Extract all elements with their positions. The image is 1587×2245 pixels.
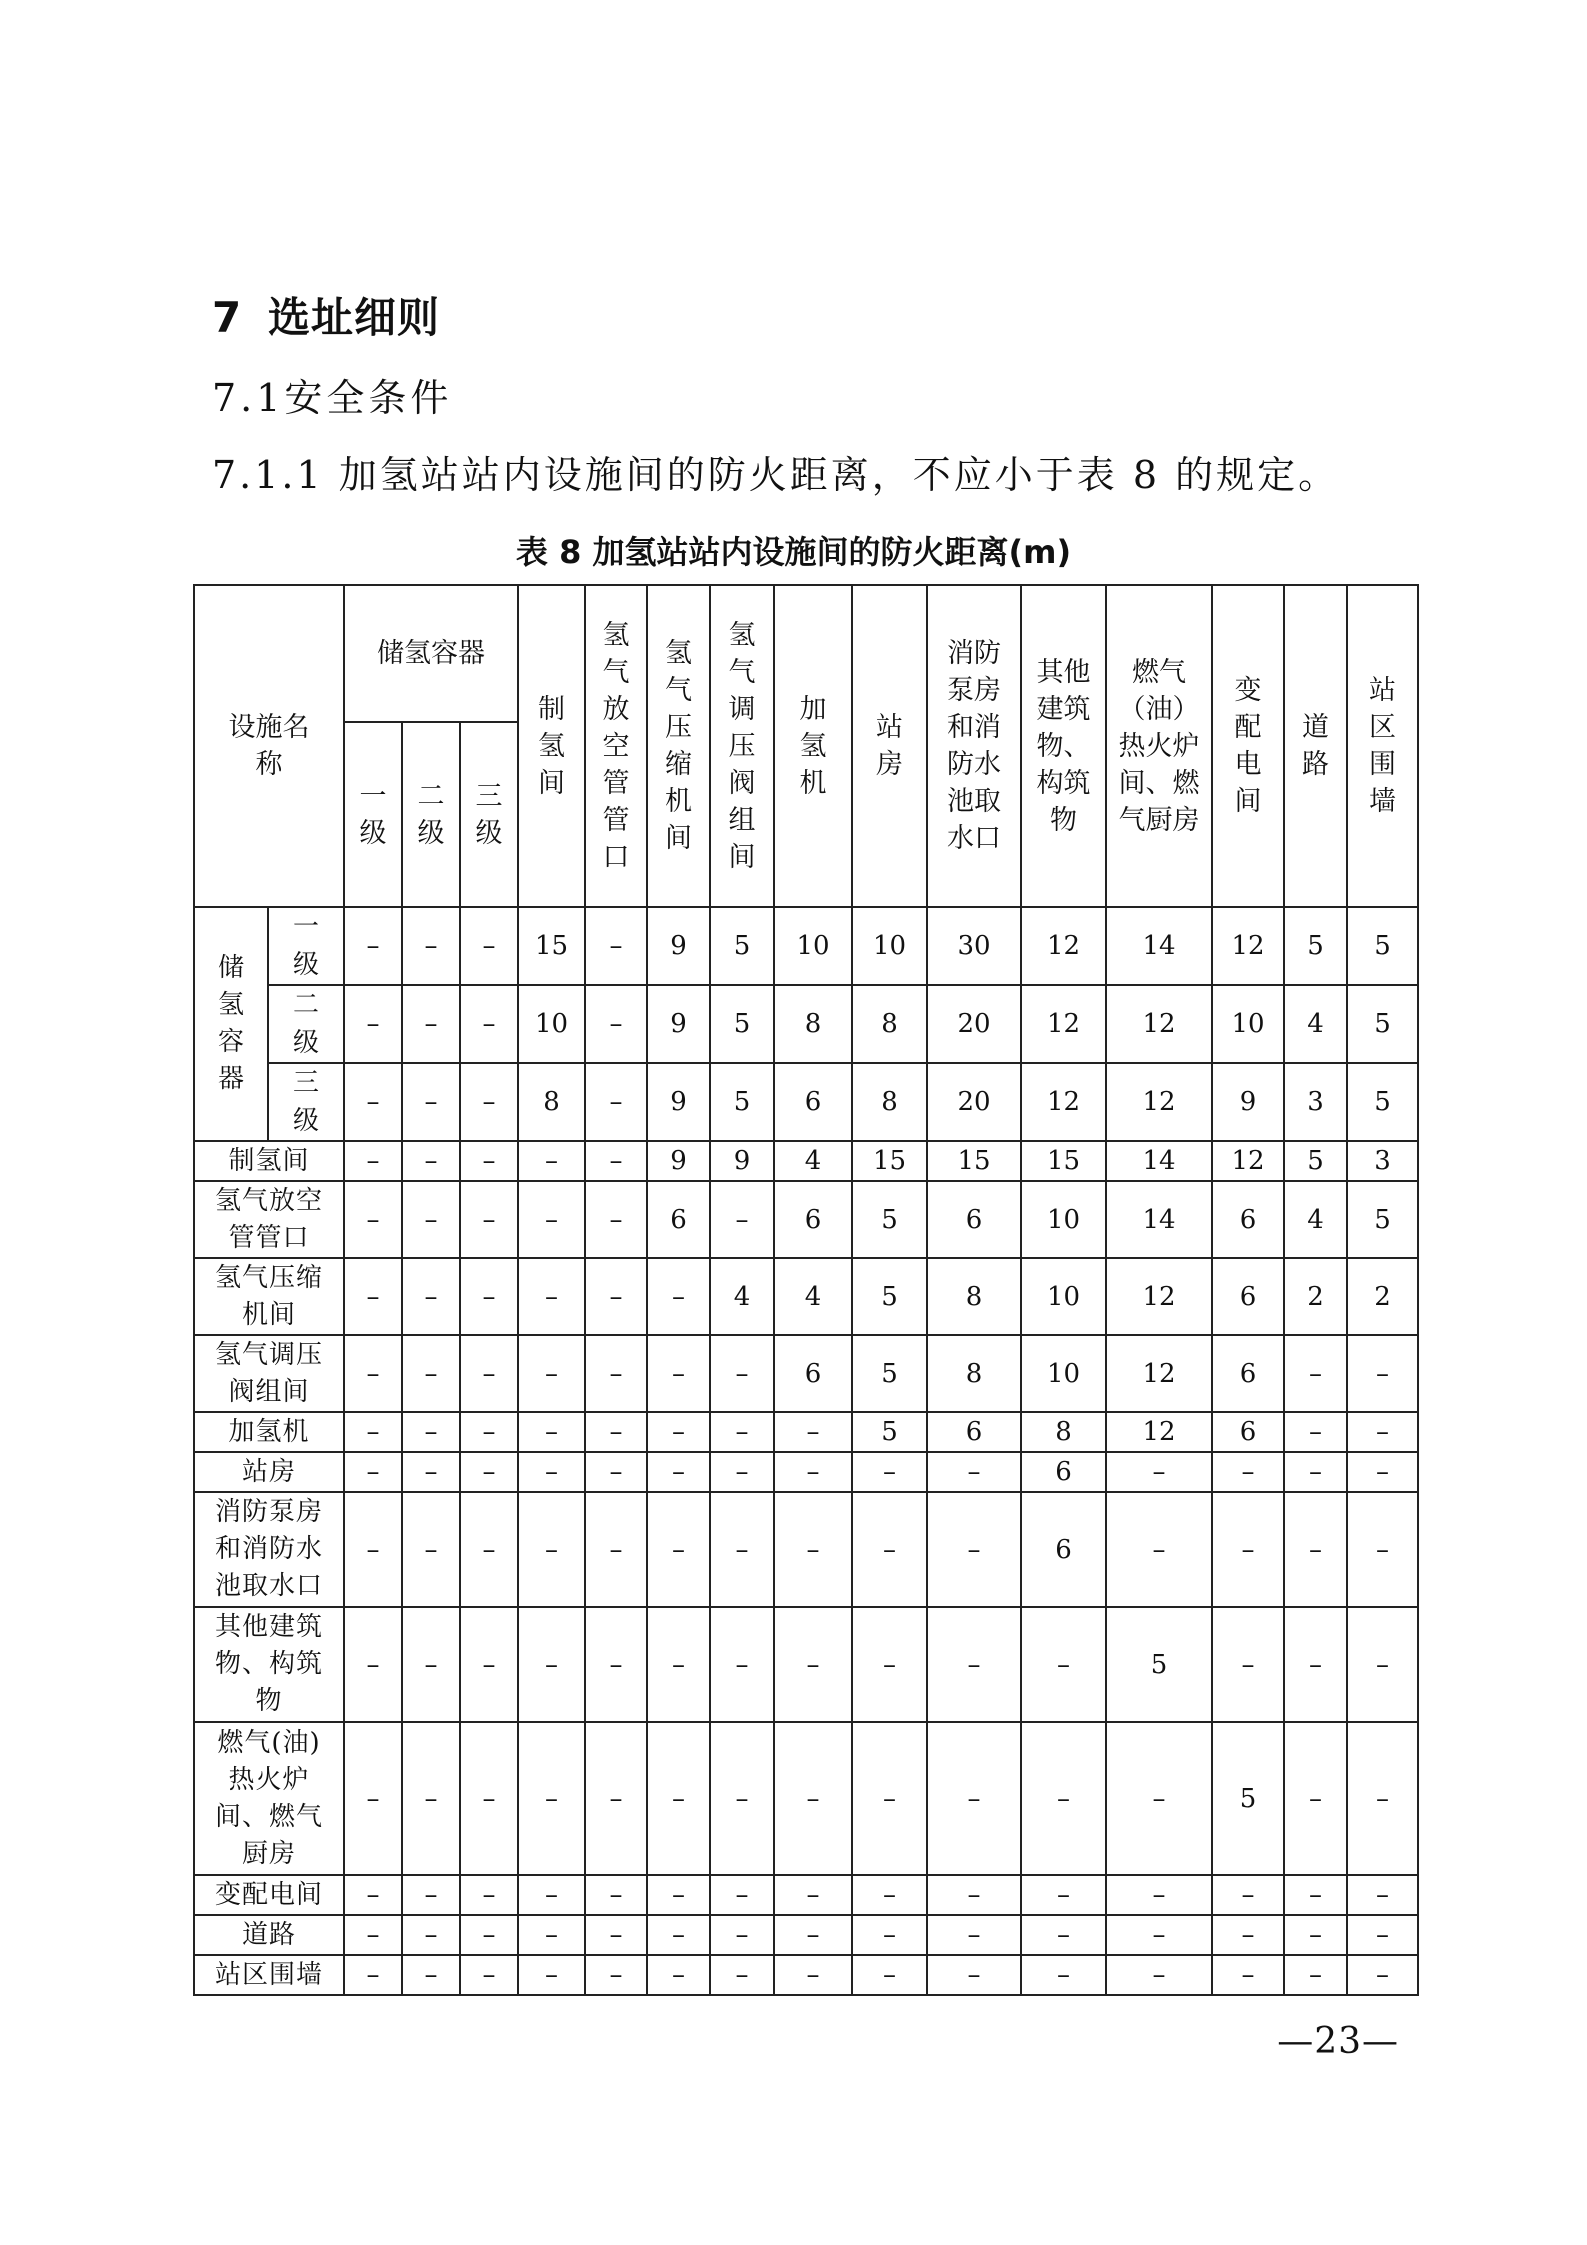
row-label: 氢气调压阀组间 bbox=[194, 1335, 344, 1412]
table-cell: – bbox=[585, 1181, 647, 1258]
table-cell: – bbox=[1021, 1607, 1106, 1722]
header-col: 燃气（油）热火炉间、燃气厨房 bbox=[1106, 585, 1212, 907]
table-cell: 9 bbox=[647, 1063, 710, 1141]
table-cell: – bbox=[344, 1452, 402, 1492]
table-cell: – bbox=[774, 1412, 852, 1452]
table-cell: – bbox=[647, 1875, 710, 1915]
table-cell: – bbox=[1021, 1722, 1106, 1875]
table-cell: – bbox=[647, 1915, 710, 1955]
table-cell: 8 bbox=[852, 985, 927, 1063]
table-cell: – bbox=[1284, 1875, 1347, 1915]
table-cell: 5 bbox=[1347, 1181, 1418, 1258]
table-cell: – bbox=[1212, 1875, 1284, 1915]
table-cell: – bbox=[402, 1258, 460, 1335]
table-cell: – bbox=[927, 1452, 1021, 1492]
table-cell: – bbox=[460, 1722, 518, 1875]
table-cell: – bbox=[344, 1875, 402, 1915]
header-col: 变配电间 bbox=[1212, 585, 1284, 907]
header-col: 消防泵房和消防水池取水口 bbox=[927, 585, 1021, 907]
table-cell: – bbox=[518, 1875, 585, 1915]
table-cell: 5 bbox=[852, 1181, 927, 1258]
header-col: 其他建筑物、构筑物 bbox=[1021, 585, 1106, 907]
table-cell: 2 bbox=[1347, 1258, 1418, 1335]
table-cell: 4 bbox=[774, 1141, 852, 1181]
table-cell: – bbox=[1284, 1335, 1347, 1412]
table-cell: – bbox=[1284, 1452, 1347, 1492]
table-cell: – bbox=[460, 985, 518, 1063]
table-cell: 6 bbox=[774, 1335, 852, 1412]
table-cell: – bbox=[344, 1722, 402, 1875]
table-cell: – bbox=[927, 1955, 1021, 1995]
table-cell: 5 bbox=[852, 1258, 927, 1335]
table-cell: – bbox=[344, 1335, 402, 1412]
table-cell: 15 bbox=[518, 907, 585, 985]
table-cell: 5 bbox=[852, 1335, 927, 1412]
header-corner: 设施名称 bbox=[194, 585, 344, 907]
table-cell: – bbox=[774, 1492, 852, 1607]
table-cell: – bbox=[460, 1875, 518, 1915]
table-cell: 10 bbox=[1021, 1258, 1106, 1335]
table-cell: 5 bbox=[1284, 1141, 1347, 1181]
table-cell: – bbox=[460, 1955, 518, 1995]
table-cell: – bbox=[774, 1915, 852, 1955]
section-title: 选址细则 bbox=[268, 293, 441, 342]
table-cell: 12 bbox=[1212, 907, 1284, 985]
table-cell: 5 bbox=[852, 1412, 927, 1452]
table-cell: – bbox=[344, 1141, 402, 1181]
table-cell: – bbox=[585, 985, 647, 1063]
table-cell: – bbox=[927, 1607, 1021, 1722]
table-cell: – bbox=[402, 1955, 460, 1995]
table-cell: – bbox=[460, 1492, 518, 1607]
subsection-heading: 7.1安全条件 bbox=[212, 376, 453, 420]
table-cell: 6 bbox=[1212, 1181, 1284, 1258]
table-cell: 10 bbox=[774, 907, 852, 985]
table-cell: – bbox=[460, 1452, 518, 1492]
table-cell: – bbox=[460, 1607, 518, 1722]
table-cell: – bbox=[344, 985, 402, 1063]
table-cell: – bbox=[585, 1141, 647, 1181]
table-caption: 表 8 加氢站站内设施间的防火距离(m) bbox=[515, 533, 1072, 571]
table-cell: – bbox=[1106, 1875, 1212, 1915]
clause-paragraph: 7.1.1 加氢站站内设施间的防火距离，不应小于表 8 的规定。 bbox=[212, 453, 1340, 497]
table-cell: 2 bbox=[1284, 1258, 1347, 1335]
table-cell: – bbox=[710, 1492, 774, 1607]
row-label: 氢气放空管管口 bbox=[194, 1181, 344, 1258]
table-cell: – bbox=[1284, 1722, 1347, 1875]
table-cell: – bbox=[402, 1141, 460, 1181]
table-cell: – bbox=[402, 1607, 460, 1722]
table-cell: – bbox=[460, 1181, 518, 1258]
table-cell: 5 bbox=[1284, 907, 1347, 985]
table-cell: – bbox=[710, 1412, 774, 1452]
table-cell: – bbox=[402, 1722, 460, 1875]
table-cell: – bbox=[344, 1607, 402, 1722]
table-cell: – bbox=[774, 1452, 852, 1492]
table-cell: – bbox=[402, 985, 460, 1063]
table-cell: – bbox=[852, 1875, 927, 1915]
table-cell: 5 bbox=[710, 907, 774, 985]
header-col: 制氢间 bbox=[518, 585, 585, 907]
table-cell: 4 bbox=[710, 1258, 774, 1335]
table-cell: – bbox=[402, 1875, 460, 1915]
table-cell: – bbox=[1212, 1915, 1284, 1955]
table-cell: – bbox=[402, 1915, 460, 1955]
table-cell: – bbox=[402, 1335, 460, 1412]
header-sub: 三级 bbox=[460, 722, 518, 907]
header-col: 站区围墙 bbox=[1347, 585, 1418, 907]
table-cell: 6 bbox=[1021, 1492, 1106, 1607]
table-cell: – bbox=[647, 1607, 710, 1722]
table-cell: – bbox=[402, 1063, 460, 1141]
fire-distance-table bbox=[193, 584, 1419, 1996]
table-cell: 6 bbox=[1212, 1258, 1284, 1335]
table-cell: – bbox=[1021, 1915, 1106, 1955]
table-cell: 5 bbox=[1106, 1607, 1212, 1722]
table-cell: – bbox=[402, 1412, 460, 1452]
table-cell: – bbox=[585, 1258, 647, 1335]
table-cell: 9 bbox=[1212, 1063, 1284, 1141]
table-cell: – bbox=[518, 1335, 585, 1412]
table-cell: – bbox=[460, 1335, 518, 1412]
table-cell: 12 bbox=[1106, 985, 1212, 1063]
row-group-storage: 储氢容器 bbox=[194, 907, 268, 1141]
table-cell: – bbox=[344, 1258, 402, 1335]
table-cell: 8 bbox=[518, 1063, 585, 1141]
table-cell: – bbox=[344, 1492, 402, 1607]
table-cell: – bbox=[585, 1607, 647, 1722]
table-cell: 8 bbox=[774, 985, 852, 1063]
row-label: 变配电间 bbox=[194, 1875, 344, 1915]
table-cell: – bbox=[585, 1412, 647, 1452]
table-cell: – bbox=[518, 1492, 585, 1607]
table-cell: – bbox=[585, 1955, 647, 1995]
table-cell: 12 bbox=[1106, 1412, 1212, 1452]
table-cell: – bbox=[647, 1412, 710, 1452]
header-sub: 二级 bbox=[402, 722, 460, 907]
table-cell: 14 bbox=[1106, 1181, 1212, 1258]
row-label: 道路 bbox=[194, 1915, 344, 1955]
table-cell: – bbox=[1212, 1955, 1284, 1995]
table-cell: – bbox=[1347, 1607, 1418, 1722]
table-cell: 6 bbox=[927, 1181, 1021, 1258]
table-cell: – bbox=[927, 1722, 1021, 1875]
section-heading bbox=[212, 290, 440, 346]
table-cell: 8 bbox=[927, 1335, 1021, 1412]
table-cell: – bbox=[647, 1335, 710, 1412]
table-cell: 12 bbox=[1021, 1063, 1106, 1141]
table-cell: – bbox=[710, 1875, 774, 1915]
table-cell: – bbox=[460, 1412, 518, 1452]
table-cell: – bbox=[460, 1141, 518, 1181]
table-cell: 6 bbox=[647, 1181, 710, 1258]
row-label: 加氢机 bbox=[194, 1412, 344, 1452]
table-cell: 10 bbox=[1212, 985, 1284, 1063]
table-cell: 20 bbox=[927, 1063, 1021, 1141]
table-cell: 5 bbox=[1347, 1063, 1418, 1141]
table-cell: – bbox=[852, 1955, 927, 1995]
table-cell: 10 bbox=[518, 985, 585, 1063]
table-cell: – bbox=[460, 1915, 518, 1955]
table-cell: – bbox=[1106, 1452, 1212, 1492]
row-label: 站房 bbox=[194, 1452, 344, 1492]
table-cell: – bbox=[518, 1607, 585, 1722]
table-cell: 6 bbox=[927, 1412, 1021, 1452]
table-cell: – bbox=[1212, 1452, 1284, 1492]
table-cell: – bbox=[1284, 1412, 1347, 1452]
table-cell: 6 bbox=[774, 1181, 852, 1258]
header-col: 氢气调压阀组间 bbox=[710, 585, 774, 907]
table-cell: – bbox=[1212, 1492, 1284, 1607]
table-cell: 4 bbox=[1284, 1181, 1347, 1258]
table-cell: 9 bbox=[647, 1141, 710, 1181]
table-cell: 4 bbox=[1284, 985, 1347, 1063]
table-cell: – bbox=[585, 1335, 647, 1412]
table-cell: 15 bbox=[927, 1141, 1021, 1181]
table-cell: – bbox=[1347, 1915, 1418, 1955]
table-cell: – bbox=[852, 1607, 927, 1722]
table-cell: 5 bbox=[1212, 1722, 1284, 1875]
row-label: 消防泵房和消防水池取水口 bbox=[194, 1492, 344, 1607]
table-cell: 9 bbox=[647, 985, 710, 1063]
table-cell: 9 bbox=[710, 1141, 774, 1181]
table-cell: – bbox=[518, 1452, 585, 1492]
table-cell: – bbox=[1347, 1875, 1418, 1915]
table-cell: – bbox=[344, 1181, 402, 1258]
table-cell: 20 bbox=[927, 985, 1021, 1063]
table-cell: 12 bbox=[1021, 985, 1106, 1063]
table-cell: – bbox=[402, 1181, 460, 1258]
table-cell: 3 bbox=[1347, 1141, 1418, 1181]
table-cell: – bbox=[1347, 1335, 1418, 1412]
table-cell: – bbox=[344, 1915, 402, 1955]
row-label: 站区围墙 bbox=[194, 1955, 344, 1995]
table-cell: – bbox=[852, 1915, 927, 1955]
row-label: 氢气压缩机间 bbox=[194, 1258, 344, 1335]
table-cell: – bbox=[1284, 1492, 1347, 1607]
table-cell: 8 bbox=[852, 1063, 927, 1141]
table-cell: – bbox=[344, 1063, 402, 1141]
table-cell: – bbox=[460, 1258, 518, 1335]
table-cell: 12 bbox=[1106, 1335, 1212, 1412]
row-label: 二级 bbox=[268, 985, 344, 1063]
table-cell: 8 bbox=[1021, 1412, 1106, 1452]
table-cell: 3 bbox=[1284, 1063, 1347, 1141]
table-cell: 30 bbox=[927, 907, 1021, 985]
table-cell: 6 bbox=[1212, 1335, 1284, 1412]
table-cell: – bbox=[710, 1915, 774, 1955]
table-cell: – bbox=[585, 1452, 647, 1492]
table-cell: – bbox=[585, 1875, 647, 1915]
table-cell: 15 bbox=[852, 1141, 927, 1181]
table-cell: – bbox=[647, 1492, 710, 1607]
table-cell: – bbox=[585, 1722, 647, 1875]
table-cell: 15 bbox=[1021, 1141, 1106, 1181]
header-group-storage: 储氢容器 bbox=[344, 585, 518, 722]
table-cell: – bbox=[460, 907, 518, 985]
table-cell: – bbox=[1347, 1412, 1418, 1452]
table-cell: – bbox=[344, 1412, 402, 1452]
header-col: 站房 bbox=[852, 585, 927, 907]
table-cell: – bbox=[774, 1607, 852, 1722]
page-number: —23— bbox=[1277, 2021, 1399, 2062]
row-label: 燃气(油)热火炉间、燃气厨房 bbox=[194, 1722, 344, 1875]
table-cell: – bbox=[1284, 1607, 1347, 1722]
table-cell: – bbox=[518, 1181, 585, 1258]
table-cell: 6 bbox=[1021, 1452, 1106, 1492]
table-cell: – bbox=[710, 1335, 774, 1412]
table-cell: – bbox=[402, 1492, 460, 1607]
table-cell: – bbox=[710, 1955, 774, 1995]
table-cell: 8 bbox=[927, 1258, 1021, 1335]
table-cell: 14 bbox=[1106, 1141, 1212, 1181]
table-cell: – bbox=[852, 1722, 927, 1875]
table-cell: – bbox=[774, 1955, 852, 1995]
table-cell: – bbox=[710, 1452, 774, 1492]
header-col: 道路 bbox=[1284, 585, 1347, 907]
table-cell: – bbox=[1212, 1607, 1284, 1722]
table-cell: – bbox=[518, 1258, 585, 1335]
table-cell: – bbox=[518, 1141, 585, 1181]
table-cell: – bbox=[518, 1915, 585, 1955]
table-cell: 10 bbox=[1021, 1335, 1106, 1412]
table-cell: – bbox=[344, 1955, 402, 1995]
table-cell: 5 bbox=[710, 985, 774, 1063]
table-cell: 9 bbox=[647, 907, 710, 985]
table-cell: – bbox=[518, 1955, 585, 1995]
table-cell: – bbox=[585, 907, 647, 985]
table-cell: 12 bbox=[1021, 907, 1106, 985]
table-cell: – bbox=[518, 1412, 585, 1452]
table-cell: – bbox=[774, 1722, 852, 1875]
table-cell: 5 bbox=[710, 1063, 774, 1141]
table-cell: 6 bbox=[774, 1063, 852, 1141]
header-sub: 一级 bbox=[344, 722, 402, 907]
table-cell: – bbox=[852, 1452, 927, 1492]
table-cell: – bbox=[585, 1915, 647, 1955]
table-cell: 12 bbox=[1106, 1258, 1212, 1335]
table-cell: – bbox=[647, 1722, 710, 1875]
table-cell: – bbox=[460, 1063, 518, 1141]
header-col: 加氢机 bbox=[774, 585, 852, 907]
table-cell: – bbox=[1021, 1955, 1106, 1995]
section-number: 7 bbox=[212, 293, 243, 342]
table-cell: – bbox=[1347, 1452, 1418, 1492]
table-cell: 12 bbox=[1212, 1141, 1284, 1181]
table-cell: 4 bbox=[774, 1258, 852, 1335]
table-cell: – bbox=[927, 1492, 1021, 1607]
table-cell: – bbox=[402, 1452, 460, 1492]
table-cell: – bbox=[585, 1492, 647, 1607]
table-cell: – bbox=[1106, 1955, 1212, 1995]
table-cell: – bbox=[710, 1722, 774, 1875]
table-cell: – bbox=[518, 1722, 585, 1875]
table-cell: – bbox=[344, 907, 402, 985]
table-cell: – bbox=[402, 907, 460, 985]
table-cell: – bbox=[647, 1258, 710, 1335]
table-cell: – bbox=[710, 1607, 774, 1722]
row-label: 一级 bbox=[268, 907, 344, 985]
table-cell: 6 bbox=[1212, 1412, 1284, 1452]
table-cell: – bbox=[710, 1181, 774, 1258]
row-label: 制氢间 bbox=[194, 1141, 344, 1181]
row-label: 其他建筑物、构筑物 bbox=[194, 1607, 344, 1722]
table-cell: 10 bbox=[1021, 1181, 1106, 1258]
table-cell: – bbox=[1021, 1875, 1106, 1915]
table-cell: – bbox=[1284, 1915, 1347, 1955]
table-cell: 10 bbox=[852, 907, 927, 985]
table-cell: – bbox=[1347, 1955, 1418, 1995]
table-cell: – bbox=[927, 1875, 1021, 1915]
table-cell: – bbox=[1106, 1722, 1212, 1875]
table-cell: 5 bbox=[1347, 907, 1418, 985]
table-cell: – bbox=[774, 1875, 852, 1915]
table-cell: 5 bbox=[1347, 985, 1418, 1063]
table-cell: – bbox=[1106, 1915, 1212, 1955]
table-cell: – bbox=[1106, 1492, 1212, 1607]
table-cell: – bbox=[647, 1452, 710, 1492]
row-label: 三级 bbox=[268, 1063, 344, 1141]
table-cell: 14 bbox=[1106, 907, 1212, 985]
table-cell: – bbox=[585, 1063, 647, 1141]
table-cell: – bbox=[1347, 1722, 1418, 1875]
table-cell: 12 bbox=[1106, 1063, 1212, 1141]
table-cell: – bbox=[852, 1492, 927, 1607]
header-col: 氢气压缩机间 bbox=[647, 585, 710, 907]
table-cell: – bbox=[1347, 1492, 1418, 1607]
header-col: 氢气放空管管口 bbox=[585, 585, 647, 907]
table-cell: – bbox=[927, 1915, 1021, 1955]
table-cell: – bbox=[1284, 1955, 1347, 1995]
table-cell: – bbox=[647, 1955, 710, 1995]
